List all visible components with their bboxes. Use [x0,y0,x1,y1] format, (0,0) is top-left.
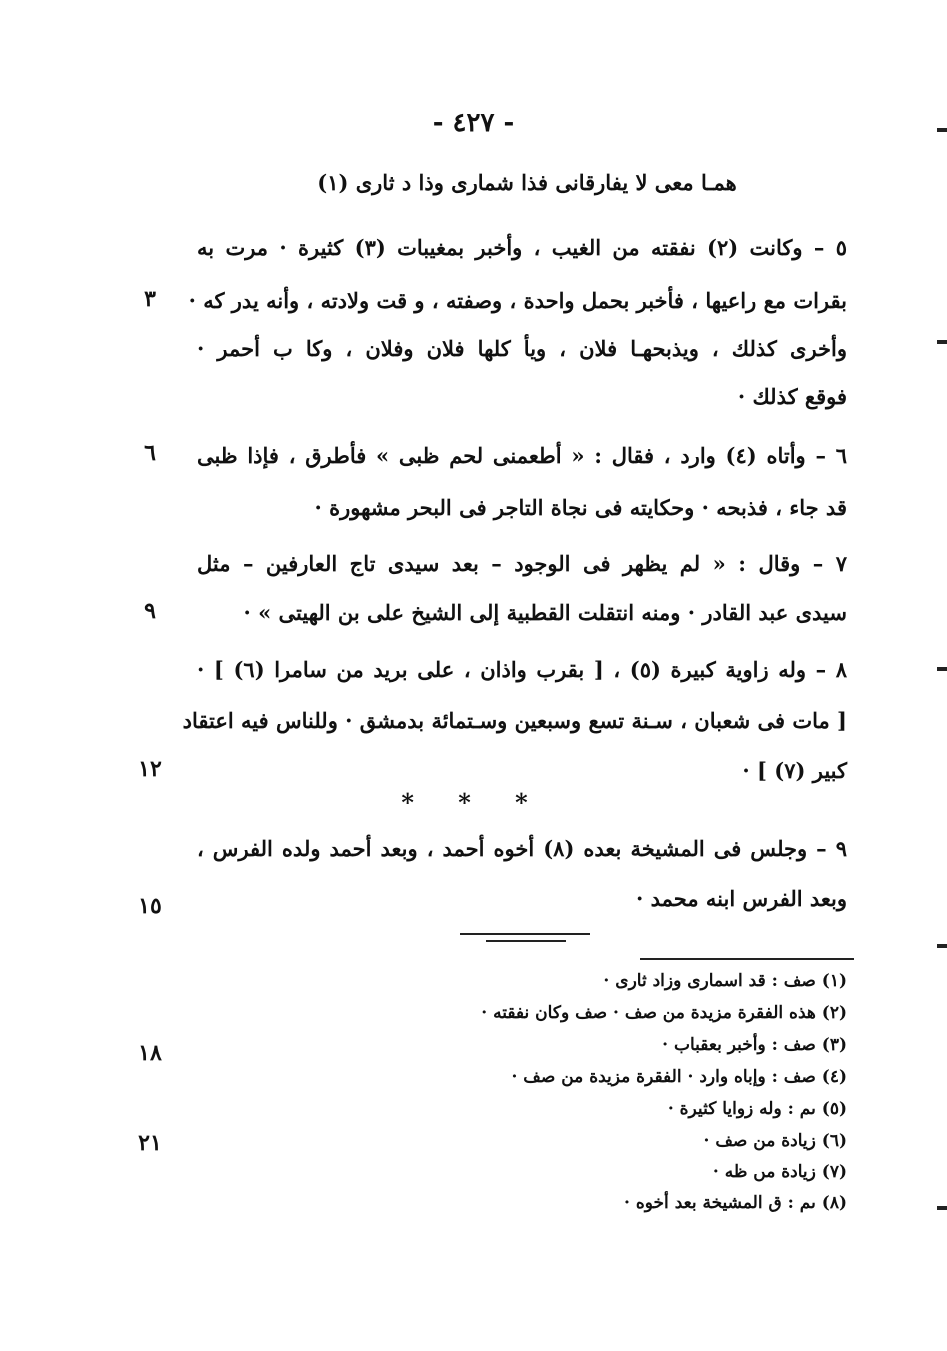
footnote-rule [640,958,854,960]
text-line: [ مات فى شعبان ، سـنة تسع وسبعين وسـتمائة بدمشق · وللناس فيه اعتقاد [182,708,847,733]
scan-edge-mark [937,340,947,344]
scan-edge-mark [937,667,947,671]
margin-line-number: ١٢ [138,756,162,782]
margin-line-number: ١٥ [138,893,162,919]
section-divider-stars: * * * [401,788,546,817]
footnote: (٣) صف : وأخبر بعقباب · [662,1035,847,1055]
text-line: وبعد الفرس ابنه محمد · [635,886,847,911]
text-line: بقرات مع راعيها ، فأخبر بحمل واحدة ، وصفته ، و قت ولادته ، وأنه يدر كه · [188,288,847,313]
margin-line-number: ٢١ [138,1130,162,1156]
scan-edge-mark [937,128,947,132]
page-number: - ٤٢٧ - [432,108,515,138]
margin-line-number: ٩ [144,598,156,624]
margin-line-number: ١٨ [138,1040,162,1066]
text-line: ٦ – وأتاه (٤) وارد ، فقال : « أطعمنى لحم ظبى » فأطرق ، فإذا ظبى [197,443,847,468]
text-line: سيدى عبد القادر · ومنه انتقلت القطبية إلى الشيخ على بن الهيتى » · [243,600,847,625]
margin-line-number: ٣ [144,286,156,312]
scan-edge-mark [937,1206,947,1210]
scan-edge-mark [937,944,947,948]
margin-line-number: ٦ [144,440,156,466]
verse-line: همـا معى لا يفارقانى فذا شمارى وذا د ثارى (١) [317,170,737,195]
end-rule [460,933,590,935]
text-line: وأخرى كذلك ، ويذبحهـا فلان ، ويأ كلها فلان وفلان ، وكا ب أحمر · [197,336,847,361]
text-line: فوقع كذلك · [737,384,847,409]
footnote: (٢) هذه الفقرة مزيدة من صف · صف وكان نفقته · [481,1003,847,1023]
text-line: قد جاء ، فذبحه · وحكايته فى نجاة التاجر فى البحر مشهورة · [314,495,847,520]
footnote: (٨) ىم : ق المشيخة بعد أخوه · [624,1193,847,1213]
text-line: ٨ – وله زاوية كبيرة (٥) ، [ بقرب واذان ، على بريد من سامرا (٦) ] · [197,657,847,682]
text-line: كبير (٧) ] · [742,758,847,783]
footnote: (٧) زيادة مں ظه · [712,1162,847,1182]
text-line: ٥ – وكانت (٢) نفقته من الغيب ، وأخبر بمغيبات (٣) كثيرة · مرت به [197,235,847,260]
end-rule [486,940,566,942]
footnote: (٤) صف : وإباه وارد · الفقرة مزيدة من صف · [511,1067,847,1087]
footnote: (٦) زيادة من صف · [703,1131,847,1151]
footnote: (٥) ىم : وله زوايا كثيرة · [667,1099,847,1119]
footnote: (١) صف : قد اسمارى وزاد ثارى · [603,971,847,991]
text-line: ٧ – وقال : « لم يظهر فى الوجود – بعد سيدى تاج العارفين – مثل [197,551,847,576]
text-line: ٩ – وجلس فى المشيخة بعده (٨) أخوه أحمد ، وبعد أحمد ولده الفرس ، [197,836,847,861]
